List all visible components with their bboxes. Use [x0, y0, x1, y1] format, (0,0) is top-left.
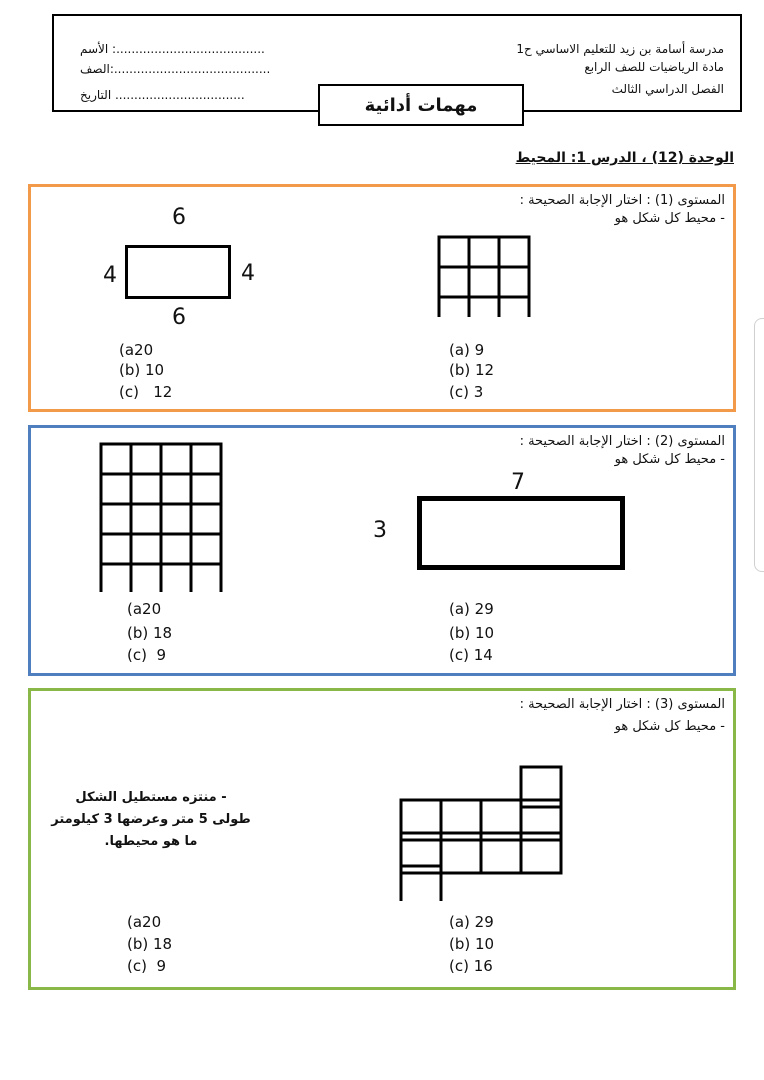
- level-3-prompt: - محيط كل شكل هو: [614, 719, 725, 734]
- grid-cell: [191, 534, 221, 564]
- grid-cell: [439, 297, 469, 317]
- level-2-left-option-a[interactable]: (a20: [127, 600, 162, 618]
- class-field: الصف:.........................................: [80, 62, 271, 76]
- level-1-left-option-a[interactable]: (a20: [119, 341, 154, 359]
- level-3-panel: [28, 688, 736, 990]
- side-scroll-tab[interactable]: [754, 318, 764, 572]
- grid-cell: [439, 237, 469, 267]
- word-problem-line-3: ما هو محيطها.: [104, 834, 198, 849]
- level-2-left-option-c[interactable]: (c) 9: [127, 646, 167, 664]
- grid-cell: [469, 267, 499, 297]
- rect-1-right-label: 4: [241, 261, 255, 286]
- grid-cell: [439, 267, 469, 297]
- grid-cell: [191, 474, 221, 504]
- level-1-right-option-c[interactable]: (c) 3: [449, 383, 484, 401]
- shape-cell: [401, 866, 441, 901]
- grid-cell: [499, 237, 529, 267]
- grid-cell: [469, 297, 499, 317]
- grid-cell: [191, 564, 221, 592]
- level-1-left-option-b[interactable]: (b) 10: [119, 361, 165, 379]
- grid-cell: [161, 444, 191, 474]
- level-2-prompt: - محيط كل شكل هو: [614, 452, 725, 467]
- grid-cell: [499, 267, 529, 297]
- level-2-right-option-a[interactable]: (a) 29: [449, 600, 494, 618]
- level-1-prompt: - محيط كل شكل هو: [614, 211, 725, 226]
- subject-line: مادة الرياضيات للصف الرابع: [584, 60, 724, 74]
- rect-1-top-label: 6: [172, 205, 186, 230]
- word-problem-line-2: طولى 5 متر وعرضها 3 كيلومتر: [51, 812, 251, 827]
- grid-cell: [499, 297, 529, 317]
- level-3-right-option-c[interactable]: (c) 16: [449, 957, 493, 975]
- grid-cell: [131, 504, 161, 534]
- grid-cell: [101, 504, 131, 534]
- level-2-left-option-b[interactable]: (b) 18: [127, 624, 173, 642]
- school-name: مدرسة أسامة بن زيد للتعليم الاساسي ح1: [516, 42, 724, 56]
- level-3-left-option-a[interactable]: (a20: [127, 913, 162, 931]
- grid-cell: [191, 504, 221, 534]
- term-line: الفصل الدراسي الثالث: [611, 82, 724, 96]
- grid-cell: [101, 564, 131, 592]
- level-3-right-option-a[interactable]: (a) 29: [449, 913, 494, 931]
- name-field: الأسم :.......................................: [80, 42, 265, 56]
- grid-figure-1: [435, 233, 535, 317]
- grid-cell: [101, 474, 131, 504]
- grid-figure-2: [97, 440, 225, 592]
- rect-1-left-label: 4: [103, 263, 117, 288]
- level-1-panel: [28, 184, 736, 412]
- grid-cell: [161, 504, 191, 534]
- grid-cell: [161, 474, 191, 504]
- grid-cell: [131, 534, 161, 564]
- level-3-right-option-b[interactable]: (b) 10: [449, 935, 495, 953]
- rect-2-left-label: 3: [373, 518, 387, 543]
- grid-cell: [101, 444, 131, 474]
- level-2-panel: [28, 425, 736, 676]
- date-field: التاريخ ..................................: [80, 88, 245, 102]
- grid-cell: [191, 444, 221, 474]
- grid-cell: [131, 444, 161, 474]
- grid-cell: [101, 534, 131, 564]
- level-1-heading: المستوى (1) : اختار الإجابة الصحيحة :: [519, 193, 725, 208]
- grid-cell: [161, 564, 191, 592]
- level-3-left-option-b[interactable]: (b) 18: [127, 935, 173, 953]
- rectangle-figure-1: [125, 245, 231, 299]
- level-2-heading: المستوى (2) : اختار الإجابة الصحيحة :: [519, 434, 725, 449]
- level-3-left-option-c[interactable]: (c) 9: [127, 957, 167, 975]
- level-1-right-option-a[interactable]: (a) 9: [449, 341, 485, 359]
- shape-figure-3: [399, 765, 565, 901]
- rectangle-figure-2: [417, 496, 625, 570]
- rect-2-top-label: 7: [511, 470, 525, 495]
- level-2-right-option-c[interactable]: (c) 14: [449, 646, 493, 664]
- level-1-right-option-b[interactable]: (b) 12: [449, 361, 495, 379]
- page-title: مهمات أدائية: [318, 84, 524, 126]
- unit-title: الوحدة (12) ، الدرس 1: المحيط: [515, 150, 734, 166]
- word-problem: [41, 787, 261, 853]
- grid-cell: [161, 534, 191, 564]
- grid-cell: [131, 564, 161, 592]
- level-1-left-option-c[interactable]: (c) 12: [119, 383, 173, 401]
- grid-cell: [469, 237, 499, 267]
- level-3-heading: المستوى (3) : اختار الإجابة الصحيحة :: [519, 697, 725, 712]
- grid-cell: [131, 474, 161, 504]
- word-problem-line-1: - منتزه مستطيل الشكل: [75, 790, 227, 805]
- level-2-right-option-b[interactable]: (b) 10: [449, 624, 495, 642]
- rect-1-bottom-label: 6: [172, 305, 186, 330]
